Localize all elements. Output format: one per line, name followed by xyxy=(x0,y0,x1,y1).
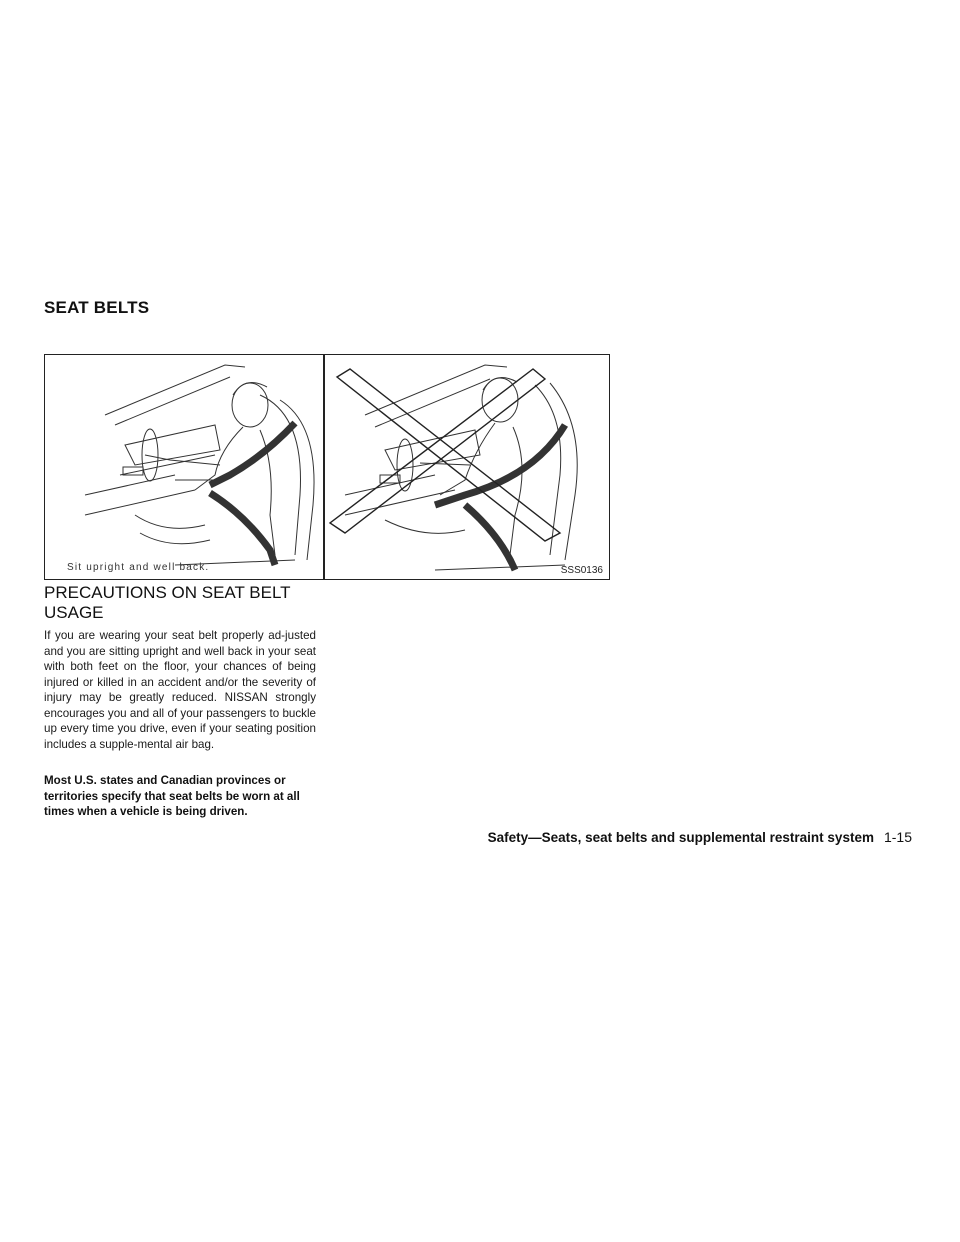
incorrect-x-mark xyxy=(330,369,560,541)
lap-belt-correct xyxy=(210,493,275,565)
figure-id: SSS0136 xyxy=(560,565,603,576)
bold-note: Most U.S. states and Canadian provinces or territories specify that seat belts be worn at all times when a vehicle is being driven. xyxy=(44,774,300,818)
footer-chapter: Safety—Seats, seat belts and supplemental restraint system xyxy=(487,830,874,845)
subsection-heading: PRECAUTIONS ON SEAT BELT USAGE xyxy=(44,583,291,622)
section-title: SEAT BELTS xyxy=(44,298,150,317)
figure-divider xyxy=(323,355,325,579)
lap-belt-incorrect xyxy=(465,505,515,570)
correct-posture-drawing xyxy=(85,365,314,565)
seat-belt-illustration xyxy=(44,354,610,580)
figure-caption: Sit upright and well back. xyxy=(67,562,210,573)
body-paragraph: If you are wearing your seat belt properly ad-justed and you are sitting upright and well back in your seat with both feet on the floor, your chances of being injured or killed in an accident and/or the severity of injury may be greatly reduced. NISSAN strongly encourages you and all of your passengers to buckle up every time you drive, even if your seating position includes a supple-mental air bag. xyxy=(44,629,316,751)
page-footer xyxy=(400,829,912,845)
illustration-drawing xyxy=(45,355,611,581)
page-number: 1-15 xyxy=(883,829,912,845)
shoulder-belt-incorrect xyxy=(435,425,565,505)
